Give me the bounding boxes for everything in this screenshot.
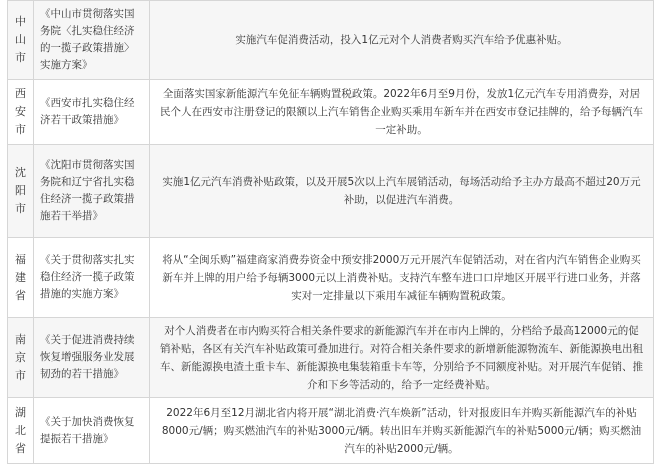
city-cell: 沈阳市	[8, 145, 34, 238]
document-cell: 《关于贯彻落实扎实稳住经济一揽子政策措施的实施方案》	[34, 238, 150, 318]
measure-cell: 2022年6月至12月湖北省内将开展“湖北消费·汽车焕新”活动，针对报废旧车并购买新能源汽车的补贴8000元/辆；购买燃油汽车的补贴3000元/辆。转出旧车并购买新能源汽车的补贴5000元/辆；购买燃油汽车的补贴2000元/辆。	[150, 398, 654, 464]
measure-cell: 将从“全闽乐购”福建商家消费券资金中预安排2000万元开展汽车促销活动，对在省内汽车销售企业购买新车并上牌的用户给予每辆3000元以上消费补贴。支持汽车整车进口口岸地区开展平行进口业务，并落实对一定排量以下乘用车减征车辆购置税政策。	[150, 238, 654, 318]
table-row	[8, 318, 654, 398]
measure-cell: 对个人消费者在市内购买符合相关条件要求的新能源汽车并在市内上牌的，分档给予最高12000元的促销补贴，各区有关汽车补贴政策可叠加进行。对符合相关条件要求的新增新能源物流车、新能源换电出租车、新能源换电渣土重卡车、新能源换电集装箱重卡车等，分别给予不同额度补贴。对开展汽车促销、推介和下乡等活动的，给予一定经费补贴。	[150, 318, 654, 398]
measure-cell: 实施汽车促消费活动，投入1亿元对个人消费者购买汽车给予优惠补贴。	[150, 1, 654, 80]
document-cell: 《西安市扎实稳住经济若干政策措施》	[34, 80, 150, 145]
table-row	[8, 398, 654, 464]
city-cell: 湖北省	[8, 398, 34, 464]
table-row	[8, 238, 654, 318]
measure-cell: 全面落实国家新能源汽车免征车辆购置税政策。2022年6月至9月份，发放1亿元汽车专用消费券，对居民个人在西安市注册登记的限额以上汽车销售企业购买乘用车新车并在西安市登记挂牌的，给予每辆汽车一定补助。	[150, 80, 654, 145]
document-cell: 《关于促进消费持续恢复增强服务业发展韧劲的若干措施》	[34, 318, 150, 398]
city-cell: 福建省	[8, 238, 34, 318]
table-row	[8, 145, 654, 238]
city-cell: 西安市	[8, 80, 34, 145]
table-row	[8, 1, 654, 80]
table-row	[8, 80, 654, 145]
document-cell: 《关于加快消费恢复提振若干措施》	[34, 398, 150, 464]
measure-cell: 实施1亿元汽车消费补贴政策，以及开展5次以上汽车展销活动，每场活动给予主办方最高不超过20万元补助，以促进汽车消费。	[150, 145, 654, 238]
document-cell: 《沈阳市贯彻落实国务院和辽宁省扎实稳住经济一揽子政策措施若干举措》	[34, 145, 150, 238]
city-cell: 中山市	[8, 1, 34, 80]
city-cell: 南京市	[8, 318, 34, 398]
auto-consumption-policy-table	[7, 0, 654, 464]
document-cell: 《中山市贯彻落实国务院〈扎实稳住经济的一揽子政策措施〉实施方案》	[34, 1, 150, 80]
